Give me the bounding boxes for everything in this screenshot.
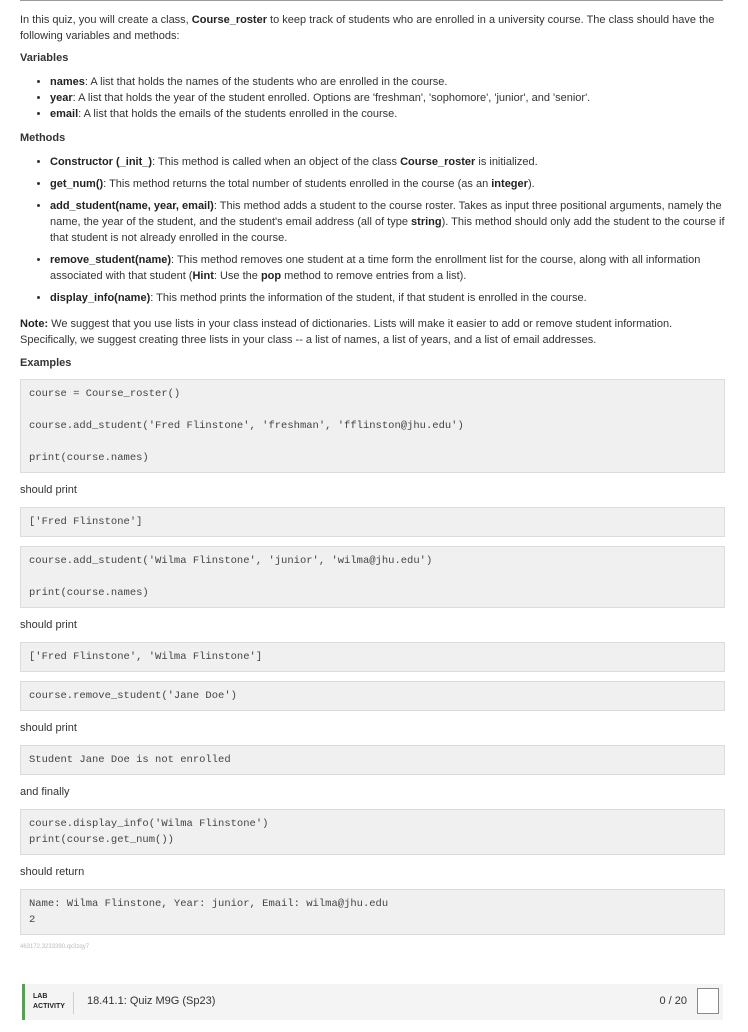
lab-tag-line2: ACTIVITY: [33, 1003, 65, 1010]
method-desc: ). This method should only add the student to the course if that student is not already enrolled in the course.: [50, 216, 725, 244]
method-name: display_info(name): [50, 292, 151, 304]
variable-name: year: [50, 92, 73, 104]
method-item-get-num: [50, 176, 725, 192]
methods-heading: Methods: [20, 132, 66, 144]
method-desc: : This method removes one student at a time form the enrollment list for the course, along with all information associated with that student (: [50, 254, 701, 282]
method-item-remove-student: [50, 252, 725, 284]
code-line: print(course.get_num()): [29, 834, 174, 846]
should-print-label: should print: [20, 722, 77, 734]
intro-text-2: to keep track of students who are enrolled in a university course. The class should have the following variables and methods:: [20, 14, 715, 42]
output-block-1: [20, 507, 725, 537]
lab-score: 0 / 20: [659, 995, 687, 1007]
variable-item-year: [50, 90, 725, 106]
code-block-2: [20, 546, 725, 608]
code-line: print(course.names): [29, 452, 149, 464]
method-hint: Hint: [192, 270, 214, 282]
code-block-1: [20, 379, 725, 473]
and-finally-label: and finally: [20, 786, 70, 798]
method-desc: ).: [527, 178, 535, 190]
method-desc: : This method prints the information of the student, if that student is enrolled in the course.: [150, 292, 587, 304]
should-print-label: should print: [20, 619, 77, 631]
method-desc: : Use the: [213, 270, 261, 282]
variables-list: [20, 74, 725, 122]
method-item-display-info: [50, 290, 725, 306]
should-print-label: should print: [20, 484, 77, 496]
variable-name: email: [50, 108, 79, 120]
output-line: Student Jane Doe is not enrolled: [29, 754, 231, 766]
method-name: add_student(name, year, email): [50, 200, 214, 212]
examples-heading: Examples: [20, 357, 72, 369]
code-block-3: [20, 681, 725, 711]
method-desc: : This method adds a student to the course roster. Takes as input three positional arguments, namely the name, the year of the student, and the student's email address (all of type: [50, 200, 722, 228]
method-name: Constructor (_init_): [50, 156, 153, 168]
method-item-constructor: [50, 154, 725, 170]
note-text: We suggest that you use lists in your class instead of dictionaries. Lists will make it easier to add or remove student information. Specifically, we suggest creating three lists in your class -- a list of names, a list of years, and a list of email addresses.: [20, 318, 673, 346]
quiz-instructions: [20, 12, 725, 950]
top-divider: [20, 0, 723, 1]
completion-checkbox-icon: [697, 988, 719, 1014]
code-line: course.add_student('Fred Flinstone', 'freshman', 'fflinston@jhu.edu'): [29, 420, 464, 432]
variable-desc: : A list that holds the year of the student enrolled. Options are 'freshman', 'sophomore', 'junior', and 'senior'.: [72, 92, 591, 104]
lab-activity-tag: [33, 992, 74, 1014]
method-bold: integer: [491, 178, 528, 190]
code-line: course.display_info('Wilma Flinstone'): [29, 818, 269, 830]
lab-title: 18.41.1: Quiz M9G (Sp23): [87, 995, 216, 1007]
output-line: ['Fred Flinstone', 'Wilma Flinstone']: [29, 651, 263, 663]
intro-class-name: Course_roster: [191, 14, 267, 26]
methods-list: [20, 154, 725, 306]
method-name: get_num(): [50, 178, 104, 190]
method-name: remove_student(name): [50, 254, 172, 266]
method-desc: : This method is called when an object of the class: [152, 156, 401, 168]
should-return-label: should return: [20, 866, 85, 878]
variables-heading: Variables: [20, 52, 69, 64]
output-line: 2: [29, 914, 36, 926]
output-line: ['Fred Flinstone']: [29, 516, 143, 528]
note-label: Note:: [20, 318, 49, 330]
activity-id: 463172.3233390.qx3zqy7: [20, 944, 90, 950]
method-bold: pop: [260, 270, 282, 282]
method-bold: string: [411, 216, 442, 228]
intro-text-1: In this quiz, you will create a class,: [20, 14, 192, 26]
code-line: course.remove_student('Jane Doe'): [29, 690, 237, 702]
code-line: print(course.names): [29, 587, 149, 599]
code-block-4: [20, 809, 725, 855]
output-block-2: [20, 642, 725, 672]
output-block-3: [20, 745, 725, 775]
intro-paragraph: [20, 12, 725, 44]
variable-item-email: [50, 106, 725, 122]
output-line: Name: Wilma Flinstone, Year: junior, Email: wilma@jhu.edu: [29, 898, 389, 910]
code-line: course = Course_roster(): [29, 388, 181, 400]
variable-desc: : A list that holds the emails of the students enrolled in the course.: [78, 108, 398, 120]
code-line: course.add_student('Wilma Flinstone', 'junior', 'wilma@jhu.edu'): [29, 555, 433, 567]
method-bold: Course_roster: [400, 156, 476, 168]
note-paragraph: [20, 316, 725, 348]
lab-activity-bar[interactable]: [22, 984, 723, 1020]
output-block-4: [20, 889, 725, 935]
method-desc: method to remove entries from a list).: [281, 270, 467, 282]
method-desc: is initialized.: [475, 156, 538, 168]
method-desc: : This method returns the total number of students enrolled in the course (as an: [103, 178, 492, 190]
variable-item-names: [50, 74, 725, 90]
variable-name: names: [50, 76, 85, 88]
variable-desc: : A list that holds the names of the students who are enrolled in the course.: [84, 76, 448, 88]
method-item-add-student: [50, 198, 725, 246]
lab-tag-line1: LAB: [33, 993, 48, 1000]
